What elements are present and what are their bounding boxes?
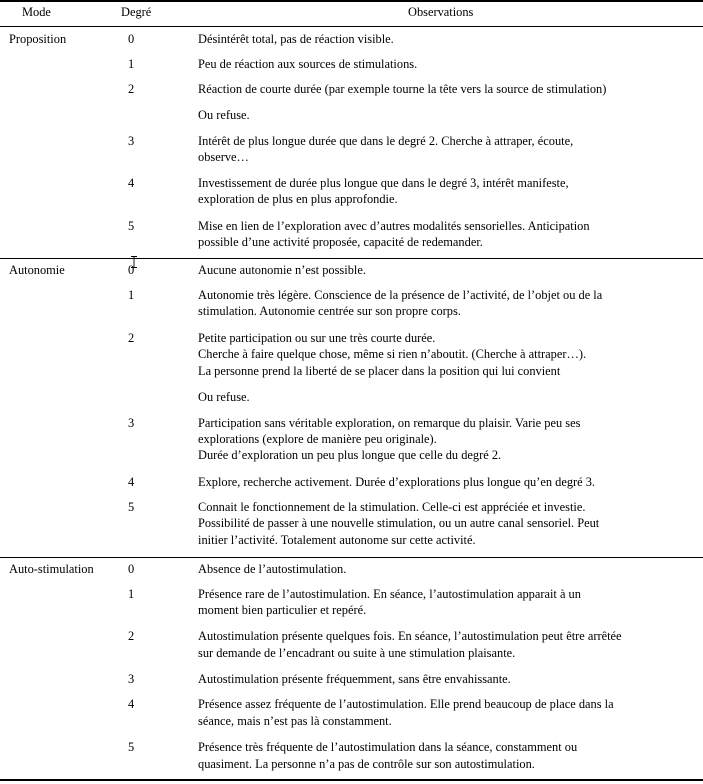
text-cursor-icon [131,256,137,268]
row-observation-line: La personne prend la liberté de se placer dans la position qui lui convient [198,364,561,378]
header-mode: Mode [22,5,51,19]
row-observation-line: Peu de réaction aux sources de stimulations. [198,57,418,71]
section-rule [0,258,703,259]
row-degree: 1 [128,57,135,71]
row-observation-line: Présence rare de l’autostimulation. En séance, l’autostimulation apparait à un [198,587,581,601]
row-observation-line: Aucune autonomie n’est possible. [198,263,366,277]
row-observation-line: Durée d’exploration un peu plus longue que celle du degré 2. [198,448,502,462]
row-observation-line: Absence de l’autostimulation. [198,562,347,576]
row-observation-line: moment bien particulier et repéré. [198,603,367,617]
row-observation-line: Mise en lien de l’exploration avec d’autres modalités sensorielles. Anticipation [198,219,590,233]
row-observation-line: séance, mais n’est pas là constamment. [198,714,392,728]
row-degree: 2 [128,82,135,96]
row-observation-line: explorations (explore de manière peu originale). [198,432,437,446]
table-bottom-rule [0,779,703,781]
row-observation-line: Ou refuse. [198,108,250,122]
row-observation-line: Connait le fonctionnement de la stimulation. Celle-ci est appréciée et investie. [198,500,586,514]
row-degree: 5 [128,500,135,514]
row-degree: 3 [128,416,135,430]
row-observation-line: Explore, recherche activement. Durée d’explorations plus longue qu’en degré 3. [198,475,596,489]
row-degree: 1 [128,587,135,601]
row-degree: 4 [128,697,135,711]
row-observation-line: Ou refuse. [198,390,250,404]
row-degree: 0 [128,562,135,576]
section-mode-label: Auto-stimulation [9,562,94,576]
row-degree: 0 [128,263,135,277]
row-observation-line: Investissement de durée plus longue que dans le degré 3, intérêt manifeste, [198,176,569,190]
row-observation-line: stimulation. Autonomie centrée sur son propre corps. [198,304,461,318]
row-observation-line: quasiment. La personne n’a pas de contrôle sur son autostimulation. [198,757,535,771]
header-rule [0,26,703,27]
row-observation-line: Désintérêt total, pas de réaction visible. [198,32,394,46]
header-observations: Observations [408,5,474,19]
row-degree: 3 [128,134,135,148]
row-observation-line: sur demande de l’encadrant ou suite à une stimulation plaisante. [198,646,516,660]
row-observation-line: possible d’une activité proposée, capacité de redemander. [198,235,483,249]
row-observation-line: Présence assez fréquente de l’autostimulation. Elle prend beaucoup de place dans la [198,697,614,711]
row-observation-line: Autonomie très légère. Conscience de la présence de l’activité, de l’objet ou de la [198,288,603,302]
row-degree: 2 [128,629,135,643]
row-degree: 5 [128,219,135,233]
row-observation-line: Petite participation ou sur une très courte durée. [198,331,436,345]
row-observation-line: Possibilité de passer à une nouvelle stimulation, ou un autre canal sensoriel. Peut [198,516,600,530]
row-observation-line: Participation sans véritable exploration, on remarque du plaisir. Varie peu ses [198,416,581,430]
row-observation-line: Autostimulation présente fréquemment, sans être envahissante. [198,672,511,686]
row-observation-line: Réaction de courte durée (par exemple tourne la tête vers la source de stimulation) [198,82,607,96]
row-degree: 3 [128,672,135,686]
row-degree: 4 [128,475,135,489]
row-observation-line: initier l’activité. Totalement autonome sur cette activité. [198,533,476,547]
section-mode-label: Autonomie [9,263,65,277]
row-observation-line: Autostimulation présente quelques fois. En séance, l’autostimulation peut être arrêtée [198,629,622,643]
row-degree: 5 [128,740,135,754]
section-mode-label: Proposition [9,32,67,46]
table-top-rule [0,0,703,2]
header-degree: Degré [121,5,152,19]
row-degree: 1 [128,288,135,302]
row-observation-line: Présence très fréquente de l’autostimulation dans la séance, constamment ou [198,740,578,754]
row-observation-line: Cherche à faire quelque chose, même si rien n’aboutit. (Cherche à attraper…). [198,347,587,361]
row-degree: 4 [128,176,135,190]
row-degree: 0 [128,32,135,46]
row-observation-line: observe… [198,150,249,164]
row-degree: 2 [128,331,135,345]
row-observation-line: exploration de plus en plus approfondie. [198,192,398,206]
section-rule [0,557,703,558]
row-observation-line: Intérêt de plus longue durée que dans le degré 2. Cherche à attraper, écoute, [198,134,574,148]
